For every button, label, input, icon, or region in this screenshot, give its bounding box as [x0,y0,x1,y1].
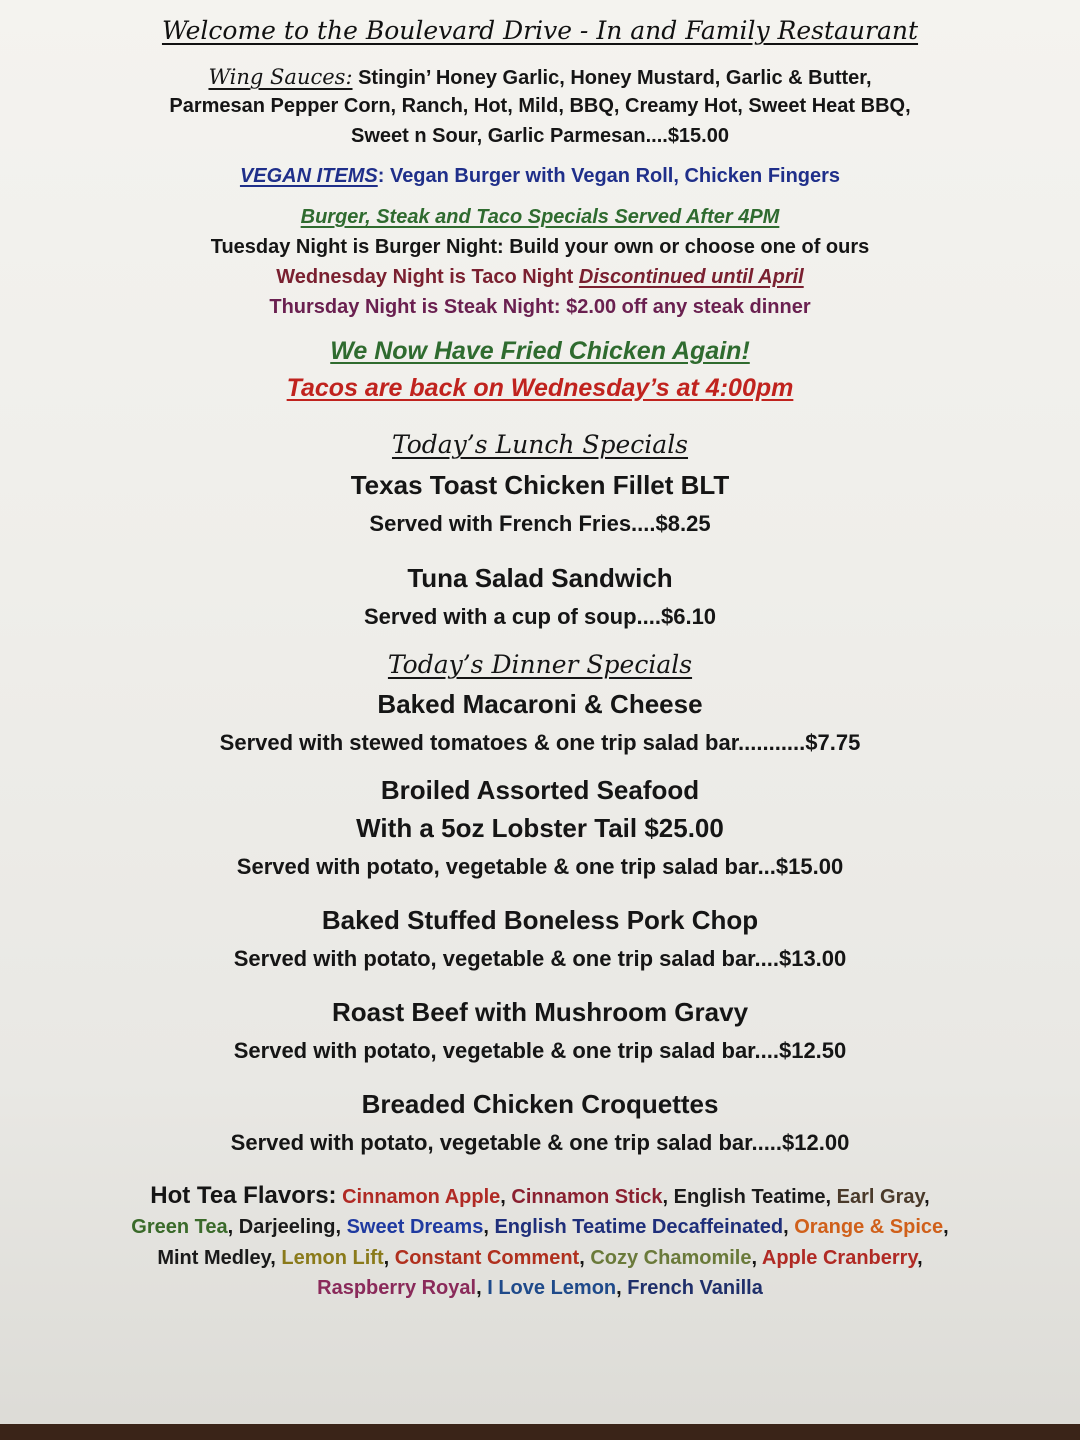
dinner-item-2-subname: With a 5oz Lobster Tail $25.00 [356,813,724,843]
wednesday-special [0,266,1080,289]
tea-flavor: Green Tea [131,1216,228,1238]
dinner-item-1-name: Baked Macaroni & Cheese [377,689,703,719]
wing-sauces-line-3: Sweet n Sour, Garlic Parmesan....$15.00 [351,125,729,147]
tea-flavor: Apple Cranberry [761,1247,918,1269]
tea-line-2: Green Tea, Darjeeling, Sweet Dreams, English Teatime Decaffeinated, Orange & Spice, [131,1216,949,1238]
dinner-item-1-detail: Served with stewed tomatoes & one trip salad bar...........$7.75 [219,730,861,755]
tea-line-4: Raspberry Royal, I Love Lemon, French Vanilla [317,1277,763,1299]
dinner-item-3-detail: Served with potato, vegetable & one trip salad bar....$13.00 [233,946,847,971]
vegan-items-label: VEGAN ITEMS [239,165,378,187]
dinner-specials-heading: Today’s Dinner Specials [387,650,693,679]
wing-sauces-label: Wing Sauces: [208,65,353,89]
thursday-special: Thursday Night is Steak Night: $2.00 off any steak dinner [269,296,811,318]
tea-flavor: Lemon Lift [281,1247,384,1269]
tea-flavor: English Teatime Decaffeinated [494,1216,784,1238]
wing-sauces-line-1 [0,65,1080,90]
tuesday-special: Tuesday Night is Burger Night: Build your own or choose one of ours [210,236,870,258]
vegan-items-text: : Vegan Burger with Vegan Roll, Chicken Fingers [377,165,841,187]
lunch-specials-heading: Today’s Lunch Specials [391,430,689,459]
dinner-item-5-detail: Served with potato, vegetable & one trip salad bar.....$12.00 [230,1130,850,1155]
dinner-item-3-name: Baked Stuffed Boneless Pork Chop [321,905,759,935]
dinner-item-4-detail: Served with potato, vegetable & one trip salad bar....$12.50 [233,1038,847,1063]
tea-flavor: Mint Medley [157,1247,271,1269]
tea-line-3: Mint Medley, Lemon Lift, Constant Comment, Cozy Chamomile, Apple Cranberry, [157,1247,923,1269]
tea-flavor: Darjeeling [238,1216,336,1238]
wing-sauces-text-1: Stingin’ Honey Garlic, Honey Mustard, Garlic & Butter, [352,67,872,89]
dinner-item-2-name: Broiled Assorted Seafood [380,775,700,805]
tea-label: Hot Tea Flavors: [150,1182,337,1209]
tea-flavor: Raspberry Royal [317,1277,477,1299]
vegan-items-line [0,165,1080,188]
tea-flavor: Cozy Chamomile [590,1247,752,1269]
wednesday-text: Wednesday Night is Taco Night [276,266,579,288]
dinner-item-2-detail: Served with potato, vegetable & one trip salad bar...$15.00 [236,854,844,879]
tea-flavor: Constant Comment [394,1247,580,1269]
restaurant-title: Welcome to the Boulevard Drive - In and Family Restaurant [161,16,919,45]
wednesday-note: Discontinued until April [578,266,804,288]
tea-flavor: Cinnamon Stick [511,1186,663,1208]
tea-line-1: Hot Tea Flavors: Cinnamon Apple, Cinnamon Stick, English Teatime, Earl Gray, [150,1182,930,1209]
tea-flavor: Sweet Dreams [346,1216,484,1238]
specials-heading: Burger, Steak and Taco Specials Served After 4PM [300,206,780,228]
lunch-item-2-detail: Served with a cup of soup....$6.10 [363,604,717,629]
tea-flavor: Orange & Spice [794,1216,944,1238]
tea-flavor: Earl Gray [836,1186,925,1208]
tea-flavor: French Vanilla [627,1277,763,1299]
lunch-item-1-detail: Served with French Fries....$8.25 [369,511,711,536]
tacos-announcement: Tacos are back on Wednesday’s at 4:00pm [286,374,794,402]
tea-flavor: I Love Lemon [487,1277,617,1299]
dinner-item-5-name: Breaded Chicken Croquettes [361,1089,719,1119]
lunch-item-2-name: Tuna Salad Sandwich [407,563,673,593]
wing-sauces-line-2: Parmesan Pepper Corn, Ranch, Hot, Mild, BBQ, Creamy Hot, Sweet Heat BBQ, [169,95,911,117]
dinner-item-4-name: Roast Beef with Mushroom Gravy [331,997,749,1027]
lunch-item-1-name: Texas Toast Chicken Fillet BLT [350,470,730,500]
table-edge [0,1424,1080,1440]
tea-flavor: Cinnamon Apple [342,1186,501,1208]
tea-flavor: English Teatime [673,1186,826,1208]
fried-chicken-announcement: We Now Have Fried Chicken Again! [330,337,750,365]
